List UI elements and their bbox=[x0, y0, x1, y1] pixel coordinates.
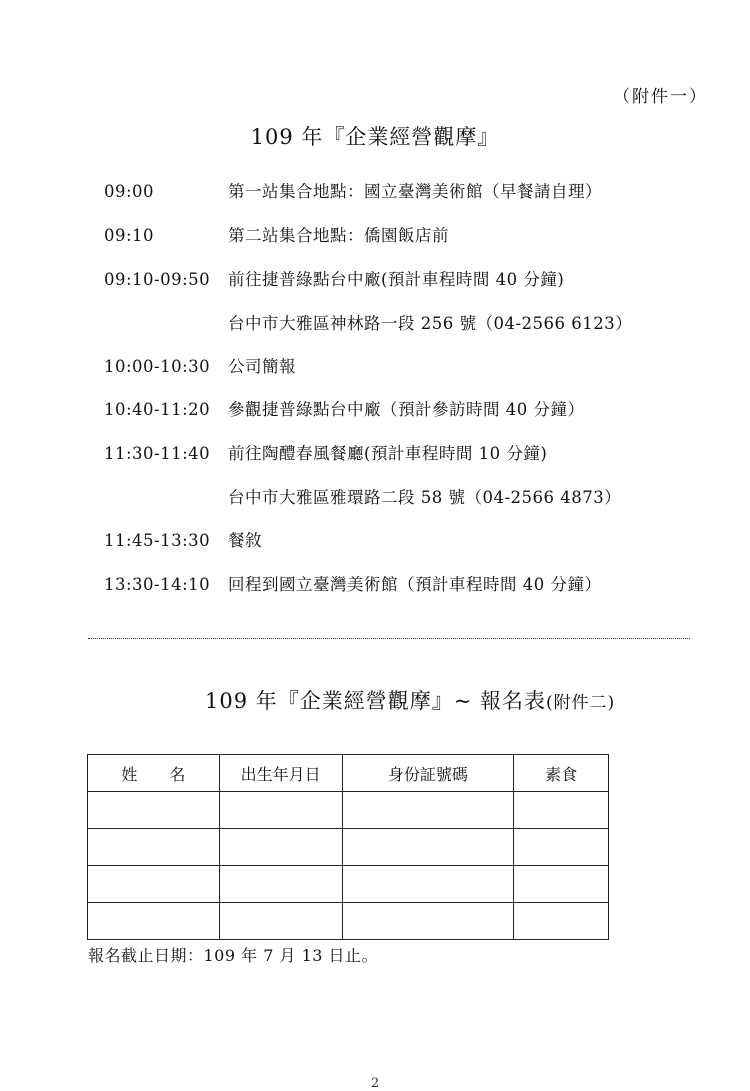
birthdate-cell[interactable] bbox=[219, 866, 342, 903]
registration-table bbox=[87, 754, 609, 940]
vegetarian-cell[interactable] bbox=[514, 866, 609, 903]
page-number: 2 bbox=[370, 1076, 380, 1091]
table-row bbox=[88, 792, 609, 829]
birthdate-cell[interactable] bbox=[219, 829, 342, 866]
schedule-row bbox=[104, 178, 602, 202]
schedule-time: 09:10-09:50 bbox=[104, 270, 211, 289]
id-number-cell[interactable] bbox=[342, 903, 514, 940]
header-vegetarian: 素食 bbox=[514, 755, 609, 792]
schedule-time: 13:30-14:10 bbox=[104, 575, 211, 594]
schedule-time: 10:40-11:20 bbox=[104, 400, 211, 419]
header-id-number: 身份証號碼 bbox=[342, 755, 514, 792]
header-name: 姓 名 bbox=[88, 755, 220, 792]
schedule-desc: 公司簡報 bbox=[228, 357, 296, 376]
schedule-desc: 第一站集合地點：國立臺灣美術館（早餐請自理） bbox=[228, 182, 602, 201]
id-number-cell[interactable] bbox=[342, 792, 514, 829]
schedule-desc: 回程到國立臺灣美術館（預計車程時間 40 分鐘） bbox=[228, 575, 602, 594]
name-cell[interactable] bbox=[88, 903, 220, 940]
table-header-row bbox=[88, 755, 609, 792]
form-title bbox=[205, 685, 615, 715]
schedule-desc: 第二站集合地點：僑園飯店前 bbox=[228, 226, 449, 245]
vegetarian-cell[interactable] bbox=[514, 829, 609, 866]
schedule-desc: 參觀捷普綠點台中廠（預計參訪時間 40 分鐘） bbox=[228, 400, 585, 419]
table-row bbox=[88, 829, 609, 866]
vegetarian-cell[interactable] bbox=[514, 792, 609, 829]
registration-deadline: 報名截止日期：109 年 7 月 13 日止。 bbox=[88, 946, 379, 965]
vegetarian-cell[interactable] bbox=[514, 903, 609, 940]
schedule-row bbox=[104, 484, 621, 508]
name-cell[interactable] bbox=[88, 866, 220, 903]
schedule-row bbox=[104, 440, 547, 464]
dotted-divider bbox=[88, 638, 690, 639]
form-annex-label: (附件二) bbox=[546, 693, 616, 713]
birthdate-cell[interactable] bbox=[219, 903, 342, 940]
schedule-desc: 台中市大雅區雅環路二段 58 號（04-2566 4873） bbox=[228, 488, 622, 507]
schedule-row bbox=[104, 396, 585, 420]
header-birthdate: 出生年月日 bbox=[219, 755, 342, 792]
schedule-desc: 前往陶醴春風餐廳(預計車程時間 10 分鐘) bbox=[228, 444, 548, 463]
schedule-row bbox=[104, 571, 602, 595]
schedule-time: 10:00-10:30 bbox=[104, 357, 211, 376]
schedule-row bbox=[104, 310, 632, 334]
schedule-time: 09:10 bbox=[104, 226, 155, 245]
schedule-row bbox=[104, 266, 564, 290]
schedule-time: 11:30-11:40 bbox=[104, 444, 211, 463]
table-row bbox=[88, 866, 609, 903]
schedule-row bbox=[104, 353, 296, 377]
table-row bbox=[88, 903, 609, 940]
schedule-desc: 台中市大雅區神林路一段 256 號（04-2566 6123） bbox=[228, 314, 633, 333]
name-cell[interactable] bbox=[88, 792, 220, 829]
name-cell[interactable] bbox=[88, 829, 220, 866]
schedule-time: 09:00 bbox=[104, 182, 155, 201]
schedule-row bbox=[104, 527, 262, 551]
schedule-time: 11:45-13:30 bbox=[104, 531, 211, 550]
page-title: 109 年『企業經營觀摩』 bbox=[250, 125, 500, 149]
annex-label: （附件一） bbox=[613, 87, 708, 107]
form-title-text: 109 年『企業經營觀摩』~ 報名表 bbox=[205, 689, 547, 713]
birthdate-cell[interactable] bbox=[219, 792, 342, 829]
schedule-desc: 前往捷普綠點台中廠(預計車程時間 40 分鐘) bbox=[228, 270, 565, 289]
id-number-cell[interactable] bbox=[342, 866, 514, 903]
id-number-cell[interactable] bbox=[342, 829, 514, 866]
schedule-desc: 餐敘 bbox=[228, 531, 262, 550]
schedule-row bbox=[104, 222, 449, 246]
